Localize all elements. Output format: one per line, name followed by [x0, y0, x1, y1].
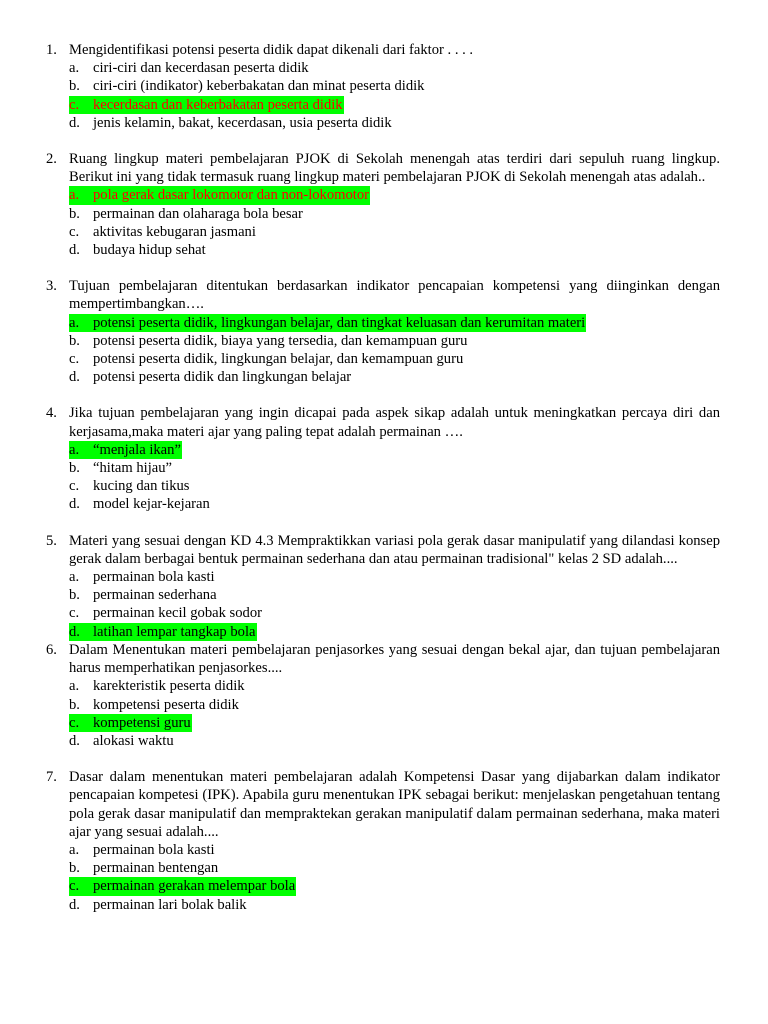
question-text: Dasar dalam menentukan materi pembelajaran adalah Kompetensi Dasar yang dijabarkan dalam indikator pencapaian kompetesi (IPK). Apabila guru menentukan IPK sebagai berikut: menjelaskan pengetahuan tentang pola gerak dasar manipulatif dan mempraktekan gerakan manipulatif dalam permainan sederhana, maka materi ajar yang sesuai adalah.... [69, 769, 720, 840]
option-a: a. ciri-ciri dan kecerdasan peserta didik [69, 60, 309, 77]
question-number: 3. [46, 278, 57, 295]
option-c-correct-answer: c. permainan gerakan melempar bola [69, 878, 296, 895]
option-c: c. kucing dan tikus [69, 478, 190, 495]
option-d: d. potensi peserta didik dan lingkungan belajar [69, 369, 352, 386]
question-number: 6. [46, 641, 57, 658]
question-7 [0, 768, 768, 914]
option-c: c. potensi peserta didik, lingkungan belajar, dan kemampuan guru [69, 351, 464, 368]
question-text: Tujuan pembelajaran ditentukan berdasarkan indikator pencapaian kompetensi yang diinginkan dengan mempertimbangkan…. [69, 278, 720, 313]
option-list [69, 677, 720, 750]
question-number: 4. [46, 405, 57, 422]
option-list [69, 314, 720, 387]
option-list [69, 59, 720, 132]
option-d: d. model kejar-kejaran [69, 496, 210, 513]
option-c: c. aktivitas kebugaran jasmani [69, 223, 256, 240]
question-2 [0, 150, 768, 259]
option-b: b. “hitam hijau” [69, 460, 173, 477]
option-d: d. permainan lari bolak balik [69, 896, 247, 913]
option-d: d. jenis kelamin, bakat, kecerdasan, usia peserta didik [69, 114, 392, 131]
question-number: 7. [46, 769, 57, 786]
option-a-correct-answer: a. pola gerak dasar lokomotor dan non-lokomotor [69, 187, 369, 204]
question-number: 2. [46, 151, 57, 168]
question-text: Dalam Menentukan materi pembelajaran penjasorkes yang sesuai dengan bekal ajar, dan tujuan pembelajaran harus memperhatikan penjasorkes.... [69, 641, 720, 677]
option-a: a. permainan bola kasti [69, 841, 215, 858]
option-a-correct-answer: a. “menjala ikan” [69, 441, 181, 458]
question-6 [0, 641, 768, 750]
option-b: b. permainan dan olaharaga bola besar [69, 205, 303, 222]
option-list [69, 441, 720, 514]
option-c-correct-answer: c. kecerdasan dan keberbakatan peserta didik [69, 96, 343, 113]
option-a-correct-answer: a. potensi peserta didik, lingkungan belajar, dan tingkat keluasan dan kerumitan materi [69, 314, 586, 331]
option-a: a. permainan bola kasti [69, 569, 215, 586]
option-list [69, 186, 720, 259]
option-b: b. ciri-ciri (indikator) keberbakatan dan minat peserta didik [69, 78, 425, 95]
question-number: 1. [46, 42, 57, 58]
question-1 [0, 41, 768, 132]
quiz-document [0, 41, 768, 932]
option-d: d. budaya hidup sehat [69, 242, 206, 259]
option-c: c. permainan kecil gobak sodor [69, 605, 262, 622]
option-d: d. alokasi waktu [69, 732, 174, 749]
option-b: b. permainan bentengan [69, 860, 219, 877]
option-b: b. potensi peserta didik, biaya yang tersedia, dan kemampuan guru [69, 332, 468, 349]
option-b: b. kompetensi peserta didik [69, 696, 239, 713]
option-list [69, 568, 720, 641]
option-b: b. permainan sederhana [69, 587, 217, 604]
option-c-correct-answer: c. kompetensi guru [69, 714, 191, 731]
question-3 [0, 277, 768, 386]
option-d-correct-answer: d. latihan lempar tangkap bola [69, 623, 256, 640]
question-text: Mengidentifikasi potensi peserta didik dapat dikenali dari faktor . . . . [69, 42, 474, 58]
question-text: Ruang lingkup materi pembelajaran PJOK di Sekolah menengah atas terdiri dari sepuluh ruang lingkup. Berikut ini yang tidak termasuk ruang lingkup materi pembelajaran PJOK di Sekolah menengah atas adalah.. [69, 151, 720, 186]
question-5 [0, 532, 768, 641]
question-number: 5. [46, 532, 57, 549]
question-4 [0, 404, 768, 513]
question-text: Materi yang sesuai dengan KD 4.3 Mempraktikkan variasi pola gerak dasar manipulatif yang dilandasi konsep gerak dalam berbagai bentuk permainan sederhana dan atau permainan tradisional" kelas 2 SD adalah.... [69, 532, 720, 567]
option-list [69, 841, 720, 914]
option-a: a. karekteristik peserta didik [69, 678, 245, 695]
question-text: Jika tujuan pembelajaran yang ingin dicapai pada aspek sikap adalah untuk meningkatkan percaya diri dan kerjasama,maka materi ajar yang paling tepat adalah permainan …. [69, 405, 720, 440]
